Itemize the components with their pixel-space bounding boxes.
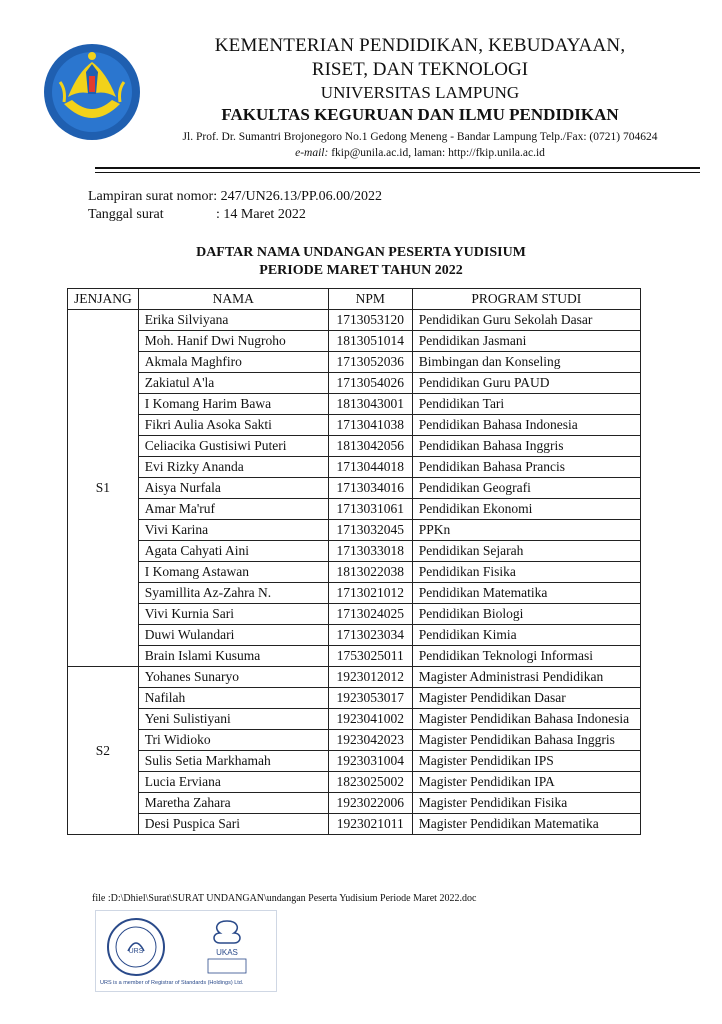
npm-cell: 1923031004	[328, 751, 412, 772]
program-studi-cell: Pendidikan Ekonomi	[412, 499, 640, 520]
program-studi-cell: Pendidikan Guru Sekolah Dasar	[412, 310, 640, 331]
certification-note: URS is a member of Registrar of Standards (Holdings) Ltd.	[100, 980, 244, 986]
header-jenjang: JENJANG	[68, 289, 139, 310]
table-row	[68, 436, 641, 457]
npm-cell: 1713033018	[328, 541, 412, 562]
table-row	[68, 688, 641, 709]
program-studi-cell: Magister Pendidikan Fisika	[412, 793, 640, 814]
name-cell: Zakiatul A'la	[138, 373, 328, 394]
program-studi-cell: Pendidikan Jasmani	[412, 331, 640, 352]
program-studi-cell: Pendidikan Tari	[412, 394, 640, 415]
npm-cell: 1923041002	[328, 709, 412, 730]
table-row	[68, 394, 641, 415]
program-studi-cell: Magister Pendidikan IPA	[412, 772, 640, 793]
ministry-name: KEMENTERIAN PENDIDIKAN, KEBUDAYAAN,	[214, 35, 626, 56]
university-name: UNIVERSITAS LAMPUNG	[320, 83, 520, 102]
certification-box	[95, 910, 277, 992]
program-studi-cell: Magister Pendidikan Bahasa Inggris	[412, 730, 640, 751]
program-studi-cell: Pendidikan Biologi	[412, 604, 640, 625]
npm-cell: 1813042056	[328, 436, 412, 457]
npm-cell: 1713054026	[328, 373, 412, 394]
name-cell: Brain Islami Kusuma	[138, 646, 328, 667]
name-cell: Akmala Maghfiro	[138, 352, 328, 373]
name-cell: Sulis Setia Markhamah	[138, 751, 328, 772]
participants-table	[67, 288, 641, 835]
npm-cell: 1713041038	[328, 415, 412, 436]
table-row	[68, 709, 641, 730]
table-row	[68, 646, 641, 667]
name-cell: Moh. Hanif Dwi Nugroho	[138, 331, 328, 352]
lampiran-value: : 247/UN26.13/PP.06.00/2022	[213, 189, 382, 204]
table-row	[68, 625, 641, 646]
program-studi-cell: Pendidikan Guru PAUD	[412, 373, 640, 394]
header-program-studi: PROGRAM STUDI	[412, 289, 640, 310]
table-row	[68, 793, 641, 814]
table-row	[68, 667, 641, 688]
faculty-name: FAKULTAS KEGURUAN DAN ILMU PENDIDIKAN	[221, 105, 619, 124]
npm-cell: 1713052036	[328, 352, 412, 373]
jenjang-cell: S2	[68, 667, 139, 835]
name-cell: Vivi Kurnia Sari	[138, 604, 328, 625]
name-cell: Celiacika Gustisiwi Puteri	[138, 436, 328, 457]
program-studi-cell: Pendidikan Geografi	[412, 478, 640, 499]
table-row	[68, 457, 641, 478]
ministry-name-2: RISET, DAN TEKNOLOGI	[311, 59, 529, 80]
table-row	[68, 352, 641, 373]
program-studi-cell: Magister Administrasi Pendidikan	[412, 667, 640, 688]
program-studi-cell: Magister Pendidikan Matematika	[412, 814, 640, 835]
npm-cell: 1713024025	[328, 604, 412, 625]
faculty-contact	[140, 145, 700, 161]
npm-cell: 1923022006	[328, 793, 412, 814]
program-studi-cell: Pendidikan Bahasa Prancis	[412, 457, 640, 478]
npm-cell: 1713034016	[328, 478, 412, 499]
table-row	[68, 415, 641, 436]
header-nama: NAMA	[138, 289, 328, 310]
program-studi-cell: Magister Pendidikan Bahasa Indonesia	[412, 709, 640, 730]
name-cell: Erika Silviyana	[138, 310, 328, 331]
name-cell: Evi Rizky Ananda	[138, 457, 328, 478]
urs-iso-seal-icon	[106, 917, 166, 977]
letterhead-rule-thin	[95, 172, 700, 173]
table-row	[68, 478, 641, 499]
name-cell: Yeni Sulistiyani	[138, 709, 328, 730]
tanggal-value: : 14 Maret 2022	[216, 207, 306, 222]
name-cell: Duwi Wulandari	[138, 625, 328, 646]
name-cell: I Komang Harim Bawa	[138, 394, 328, 415]
name-cell: Desi Puspica Sari	[138, 814, 328, 835]
title-line-2: PERIODE MARET TAHUN 2022	[259, 263, 463, 278]
file-path: file :D:\Dhiel\Surat\SURAT UNDANGAN\undangan Peserta Yudisium Periode Maret 2022.doc	[92, 893, 477, 904]
name-cell: Maretha Zahara	[138, 793, 328, 814]
table-row	[68, 604, 641, 625]
table-row	[68, 730, 641, 751]
name-cell: Tri Widioko	[138, 730, 328, 751]
university-logo-icon	[42, 42, 142, 142]
name-cell: Agata Cahyati Aini	[138, 541, 328, 562]
table-row	[68, 772, 641, 793]
table-row	[68, 751, 641, 772]
table-row	[68, 583, 641, 604]
table-row	[68, 541, 641, 562]
name-cell: I Komang Astawan	[138, 562, 328, 583]
name-cell: Nafilah	[138, 688, 328, 709]
header-npm: NPM	[328, 289, 412, 310]
name-cell: Amar Ma'ruf	[138, 499, 328, 520]
letter-meta	[88, 188, 382, 224]
npm-cell: 1713023034	[328, 625, 412, 646]
lampiran-label: Lampiran surat nomor	[88, 189, 214, 204]
program-studi-cell: Magister Pendidikan Dasar	[412, 688, 640, 709]
table-row	[68, 520, 641, 541]
npm-cell: 1713021012	[328, 583, 412, 604]
npm-cell: 1923012012	[328, 667, 412, 688]
npm-cell: 1813043001	[328, 394, 412, 415]
email-label: e-mail:	[295, 147, 329, 159]
table-row	[68, 499, 641, 520]
program-studi-cell: Pendidikan Fisika	[412, 562, 640, 583]
program-studi-cell: Pendidikan Bahasa Indonesia	[412, 415, 640, 436]
urs-seal-text: URS	[128, 948, 144, 955]
npm-cell: 1713044018	[328, 457, 412, 478]
name-cell: Lucia Erviana	[138, 772, 328, 793]
table-header-row	[68, 289, 641, 310]
jenjang-cell: S1	[68, 310, 139, 667]
program-studi-cell: Pendidikan Matematika	[412, 583, 640, 604]
program-studi-cell: Bimbingan dan Konseling	[412, 352, 640, 373]
program-studi-cell: Magister Pendidikan IPS	[412, 751, 640, 772]
name-cell: Yohanes Sunaryo	[138, 667, 328, 688]
program-studi-cell: Pendidikan Teknologi Informasi	[412, 646, 640, 667]
program-studi-cell: PPKn	[412, 520, 640, 541]
table-body	[68, 310, 641, 835]
npm-cell: 1713032045	[328, 520, 412, 541]
ukas-seal-text: UKAS	[216, 948, 238, 957]
npm-cell: 1713031061	[328, 499, 412, 520]
title-line-1: DAFTAR NAMA UNDANGAN PESERTA YUDISIUM	[196, 245, 526, 260]
npm-cell: 1923053017	[328, 688, 412, 709]
name-cell: Fikri Aulia Asoka Sakti	[138, 415, 328, 436]
npm-cell: 1923021011	[328, 814, 412, 835]
npm-cell: 1823025002	[328, 772, 412, 793]
table-row	[68, 373, 641, 394]
document-title	[0, 244, 722, 280]
table-row	[68, 814, 641, 835]
npm-cell: 1923042023	[328, 730, 412, 751]
table-row	[68, 331, 641, 352]
name-cell: Aisya Nurfala	[138, 478, 328, 499]
tanggal-label: Tanggal surat	[88, 207, 164, 222]
npm-cell: 1753025011	[328, 646, 412, 667]
npm-cell: 1713053120	[328, 310, 412, 331]
program-studi-cell: Pendidikan Bahasa Inggris	[412, 436, 640, 457]
faculty-address: Jl. Prof. Dr. Sumantri Brojonegoro No.1 Gedong Meneng - Bandar Lampung Telp./Fax: (0721) 704624	[182, 131, 658, 143]
letterhead	[150, 34, 690, 126]
table-row	[68, 310, 641, 331]
name-cell: Vivi Karina	[138, 520, 328, 541]
npm-cell: 1813022038	[328, 562, 412, 583]
name-cell: Syamillita Az-Zahra N.	[138, 583, 328, 604]
program-studi-cell: Pendidikan Sejarah	[412, 541, 640, 562]
letterhead-rule-thick	[95, 167, 700, 169]
program-studi-cell: Pendidikan Kimia	[412, 625, 640, 646]
ukas-management-seal-icon	[196, 917, 258, 977]
npm-cell: 1813051014	[328, 331, 412, 352]
email-and-website: fkip@unila.ac.id, laman: http://fkip.unila.ac.id	[331, 147, 545, 159]
table-row	[68, 562, 641, 583]
